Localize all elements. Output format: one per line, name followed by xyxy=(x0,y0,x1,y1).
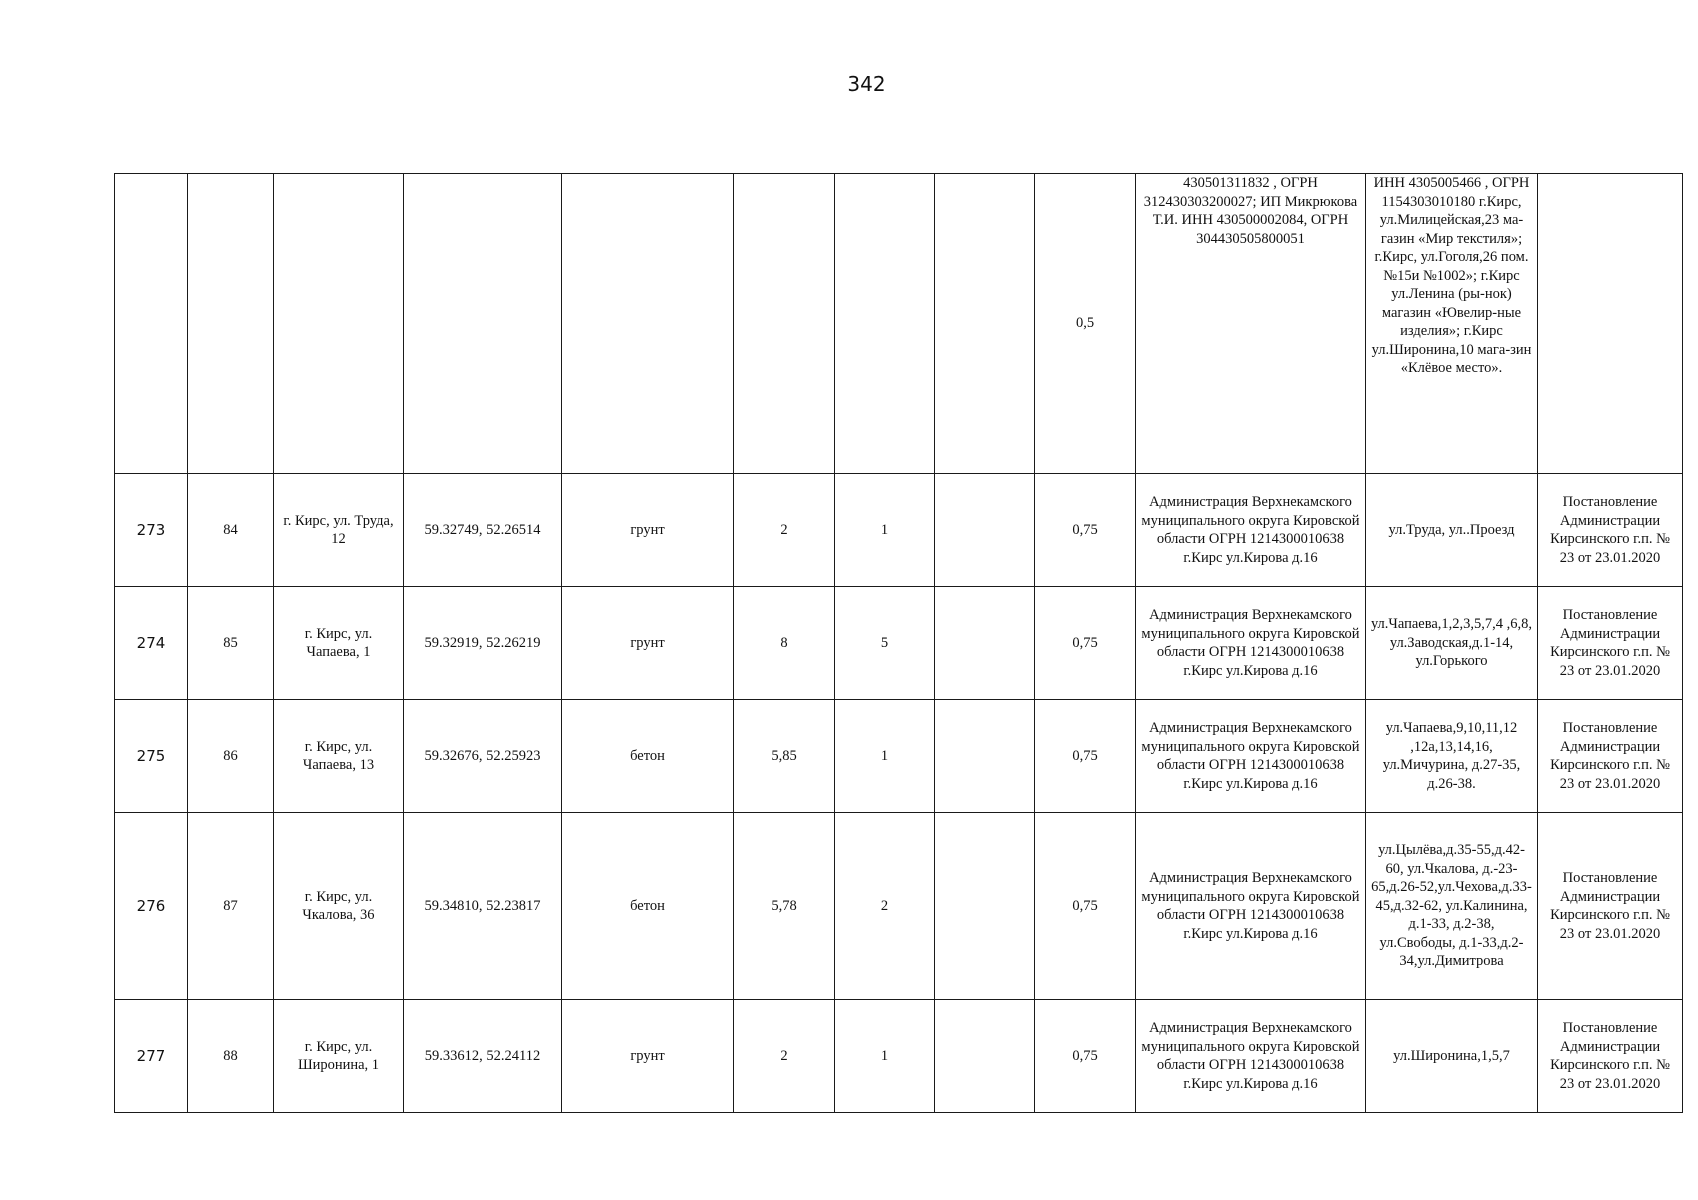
table-row xyxy=(115,700,1683,813)
cell-containers: 5 xyxy=(835,587,935,700)
cell-row-number: 273 xyxy=(115,474,188,587)
table-row-continuation xyxy=(115,174,1683,474)
cell-empty xyxy=(935,174,1035,474)
cell-coordinates: 59.32676, 52.25923 xyxy=(404,700,562,813)
cell-surface: бетон xyxy=(562,813,734,1000)
cell-row-number xyxy=(115,174,188,474)
table-row xyxy=(115,587,1683,700)
cell-sources: ул.Чапаева,9,10,11,12 ,12а,13,14,16, ул.Мичурина, д.27-35, д.26-38. xyxy=(1366,700,1538,813)
cell-document xyxy=(1538,174,1683,474)
table-row xyxy=(115,1000,1683,1113)
cell-volume: 0,75 xyxy=(1035,1000,1136,1113)
table-row xyxy=(115,474,1683,587)
cell-containers: 2 xyxy=(835,813,935,1000)
cell-site-number: 84 xyxy=(188,474,274,587)
cell-site-number: 86 xyxy=(188,700,274,813)
cell-containers: 1 xyxy=(835,700,935,813)
cell-containers: 1 xyxy=(835,1000,935,1113)
cell-owner: Администрация Верхнекамского муниципального округа Кировской области ОГРН 1214300010638 г.Кирс ул.Кирова д.16 xyxy=(1136,587,1366,700)
cell-row-number: 277 xyxy=(115,1000,188,1113)
cell-address: г. Кирс, ул. Труда, 12 xyxy=(274,474,404,587)
cell-row-number: 274 xyxy=(115,587,188,700)
cell-sources: ул.Чапаева,1,2,3,5,7,4 ,6,8, ул.Заводская,д.1-14, ул.Горького xyxy=(1366,587,1538,700)
page-number: 342 xyxy=(847,72,886,96)
cell-area: 2 xyxy=(734,1000,835,1113)
cell-area: 8 xyxy=(734,587,835,700)
cell-document: Постановление Администрации Кирсинского г.п. № 23 от 23.01.2020 xyxy=(1538,1000,1683,1113)
cell-site-number: 85 xyxy=(188,587,274,700)
cell-sources: ИНН 4305005466 , ОГРН 1154303010180 г.Кирс, ул.Милицейская,23 ма-газин «Мир текстиля»; г.Кирс, ул.Гоголя,26 пом.№15и №1002»; г.Кирс ул.Ленина (ры-нок) магазин «Ювелир-ные изделия»; г.Кирс ул.Широнина,10 мага-зин «Клёвое место». xyxy=(1366,174,1538,474)
cell-volume: 0,75 xyxy=(1035,474,1136,587)
cell-empty xyxy=(935,813,1035,1000)
cell-surface xyxy=(562,174,734,474)
cell-containers xyxy=(835,174,935,474)
cell-area xyxy=(734,174,835,474)
cell-owner: Администрация Верхнекамского муниципального округа Кировской области ОГРН 1214300010638 г.Кирс ул.Кирова д.16 xyxy=(1136,1000,1366,1113)
cell-surface: грунт xyxy=(562,1000,734,1113)
cell-empty xyxy=(935,587,1035,700)
cell-coordinates: 59.32919, 52.26219 xyxy=(404,587,562,700)
cell-empty xyxy=(935,1000,1035,1113)
waste-sites-table xyxy=(114,173,1683,1113)
cell-owner: Администрация Верхнекамского муниципального округа Кировской области ОГРН 1214300010638 г.Кирс ул.Кирова д.16 xyxy=(1136,474,1366,587)
cell-address: г. Кирс, ул. Чапаева, 13 xyxy=(274,700,404,813)
table-row xyxy=(115,813,1683,1000)
cell-surface: грунт xyxy=(562,474,734,587)
cell-coordinates: 59.33612, 52.24112 xyxy=(404,1000,562,1113)
cell-sources: ул.Труда, ул..Проезд xyxy=(1366,474,1538,587)
cell-owner: Администрация Верхнекамского муниципального округа Кировской области ОГРН 1214300010638 г.Кирс ул.Кирова д.16 xyxy=(1136,700,1366,813)
cell-document: Постановление Администрации Кирсинского г.п. № 23 от 23.01.2020 xyxy=(1538,813,1683,1000)
cell-empty xyxy=(935,474,1035,587)
cell-owner: Администрация Верхнекамского муниципального округа Кировской области ОГРН 1214300010638 г.Кирс ул.Кирова д.16 xyxy=(1136,813,1366,1000)
cell-address xyxy=(274,174,404,474)
cell-surface: грунт xyxy=(562,587,734,700)
cell-owner: 430501311832 , ОГРН 312430303200027; ИП Микрюкова Т.И. ИНН 430500002084, ОГРН 304430505800051 xyxy=(1136,174,1366,474)
cell-volume: 0,75 xyxy=(1035,700,1136,813)
cell-site-number: 88 xyxy=(188,1000,274,1113)
cell-volume: 0,5 xyxy=(1035,174,1136,474)
cell-surface: бетон xyxy=(562,700,734,813)
cell-address: г. Кирс, ул. Чапаева, 1 xyxy=(274,587,404,700)
cell-area: 2 xyxy=(734,474,835,587)
cell-coordinates xyxy=(404,174,562,474)
cell-document: Постановление Администрации Кирсинского г.п. № 23 от 23.01.2020 xyxy=(1538,474,1683,587)
cell-volume: 0,75 xyxy=(1035,587,1136,700)
cell-empty xyxy=(935,700,1035,813)
cell-sources: ул.Цылёва,д.35-55,д.42-60, ул.Чкалова, д.-23-65,д.26-52,ул.Чехова,д.33-45,д.32-62, ул.Калинина, д.1-33, д.2-38, ул.Свободы, д.1-33,д.2-34,ул.Димитрова xyxy=(1366,813,1538,1000)
cell-coordinates: 59.34810, 52.23817 xyxy=(404,813,562,1000)
cell-address: г. Кирс, ул. Широнина, 1 xyxy=(274,1000,404,1113)
cell-document: Постановление Администрации Кирсинского г.п. № 23 от 23.01.2020 xyxy=(1538,700,1683,813)
cell-document: Постановление Администрации Кирсинского г.п. № 23 от 23.01.2020 xyxy=(1538,587,1683,700)
cell-row-number: 276 xyxy=(115,813,188,1000)
cell-area: 5,78 xyxy=(734,813,835,1000)
cell-row-number: 275 xyxy=(115,700,188,813)
cell-site-number xyxy=(188,174,274,474)
cell-coordinates: 59.32749, 52.26514 xyxy=(404,474,562,587)
cell-containers: 1 xyxy=(835,474,935,587)
cell-address: г. Кирс, ул. Чкалова, 36 xyxy=(274,813,404,1000)
cell-site-number: 87 xyxy=(188,813,274,1000)
cell-sources: ул.Широнина,1,5,7 xyxy=(1366,1000,1538,1113)
cell-area: 5,85 xyxy=(734,700,835,813)
cell-volume: 0,75 xyxy=(1035,813,1136,1000)
